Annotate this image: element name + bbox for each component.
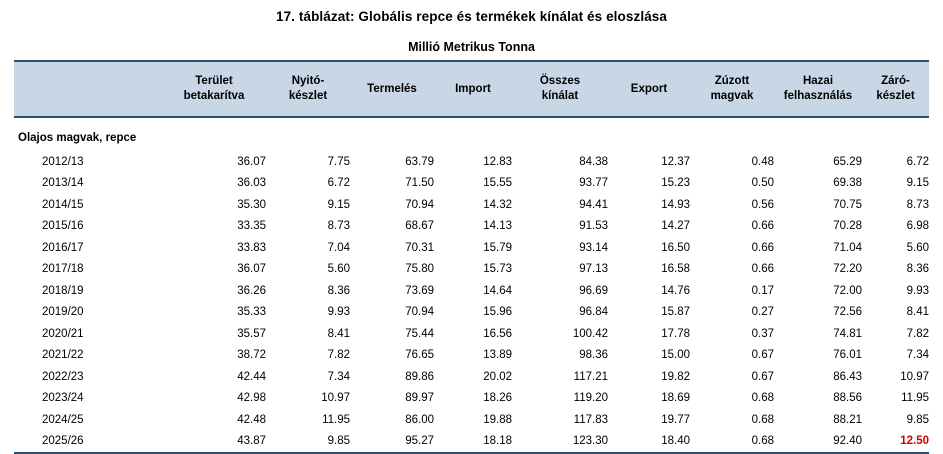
cell-ending-stocks: 6.72 [906,155,929,168]
cell-exports: 17.78 [661,327,690,340]
cell-beginning-stocks: 7.34 [327,370,350,383]
cell-total-supply: 84.38 [579,155,608,168]
cell-domestic-use: 88.21 [833,413,862,426]
row-year: 2014/15 [42,198,84,211]
cell-area-harvested: 35.30 [237,198,266,211]
column-header-production [350,61,434,117]
column-header-domestic-use-line2: felhasználás [783,90,853,102]
units-subtitle: Millió Metrikus Tonna [408,40,535,54]
column-header-ending-stocks [862,61,929,117]
cell-beginning-stocks: 9.93 [327,306,350,319]
cell-area-harvested: 38.72 [237,349,266,362]
cell-domestic-use: 72.00 [833,284,862,297]
row-year: 2012/13 [42,155,84,168]
cell-imports: 15.79 [483,241,512,254]
cell-domestic-use: 70.28 [833,220,862,233]
table-row [14,194,929,216]
cell-beginning-stocks: 10.97 [321,392,350,405]
cell-crush: 0.66 [751,263,774,276]
cell-production: 70.94 [405,306,434,319]
cell-area-harvested: 43.87 [237,435,266,448]
cell-beginning-stocks: 6.72 [327,177,350,190]
cell-exports: 14.76 [661,284,690,297]
cell-domestic-use: 88.56 [833,392,862,405]
table-row [14,323,929,345]
cell-domestic-use: 65.29 [833,155,862,168]
column-header-ending-stocks-line2: készlet [876,90,915,102]
cell-area-harvested: 36.07 [237,263,266,276]
cell-exports: 19.77 [661,413,690,426]
cell-imports: 15.96 [483,306,512,319]
cell-crush: 0.50 [751,177,774,190]
row-year: 2024/25 [42,413,84,426]
row-year: 2015/16 [42,220,84,233]
cell-total-supply: 97.13 [579,263,608,276]
cell-beginning-stocks: 9.15 [327,198,350,211]
cell-production: 68.67 [405,220,434,233]
cell-exports: 14.27 [661,220,690,233]
column-header-total-supply-line2: kínálat [541,90,579,102]
cell-imports: 15.73 [483,263,512,276]
column-header-imports-line1: Import [455,82,491,95]
supply-distribution-table [14,60,929,452]
cell-exports: 18.40 [661,435,690,448]
cell-exports: 18.69 [661,392,690,405]
row-year: 2021/22 [42,349,84,362]
cell-domestic-use: 86.43 [833,370,862,383]
cell-crush: 0.37 [751,327,774,340]
cell-beginning-stocks: 8.41 [327,327,350,340]
cell-total-supply: 91.53 [579,220,608,233]
cell-total-supply: 94.41 [579,198,608,211]
cell-total-supply: 96.84 [579,306,608,319]
table-row [14,280,929,302]
cell-beginning-stocks: 7.04 [327,241,350,254]
column-header-area-harvested-line2: betakarítva [183,90,245,102]
cell-domestic-use: 69.38 [833,177,862,190]
cell-total-supply: 123.30 [572,435,608,448]
cell-beginning-stocks: 8.36 [327,284,350,297]
cell-crush: 0.67 [751,349,774,362]
cell-production: 86.00 [405,413,434,426]
column-header-beginning-stocks [266,61,350,117]
cell-production: 73.69 [405,284,434,297]
cell-beginning-stocks: 8.73 [327,220,350,233]
cell-crush: 0.68 [751,392,774,405]
cell-production: 75.44 [405,327,434,340]
table-row [14,366,929,388]
column-header-production-line1: Termelés [367,82,417,95]
table-row [14,151,929,173]
cell-crush: 0.48 [751,155,774,168]
cell-area-harvested: 42.98 [237,392,266,405]
cell-imports: 14.64 [483,284,512,297]
cell-production: 89.86 [405,370,434,383]
cell-production: 71.50 [405,177,434,190]
header-row [14,61,929,117]
table-header [14,61,929,117]
cell-domestic-use: 70.75 [833,198,862,211]
cell-beginning-stocks: 7.75 [327,155,350,168]
cell-crush: 0.68 [751,435,774,448]
cell-imports: 18.26 [483,392,512,405]
row-year: 2018/19 [42,284,84,297]
table-row [14,409,929,431]
cell-production: 76.65 [405,349,434,362]
column-header-exports [608,61,690,117]
cell-exports: 15.87 [661,306,690,319]
cell-ending-stocks: 9.15 [906,177,929,190]
cell-production: 89.97 [405,392,434,405]
table-row [14,259,929,281]
row-year: 2020/21 [42,327,84,340]
cell-total-supply: 117.21 [573,370,608,383]
cell-ending-stocks: 12.50 [900,435,929,448]
cell-beginning-stocks: 5.60 [327,263,350,276]
cell-area-harvested: 33.35 [237,220,266,233]
cell-total-supply: 93.77 [579,177,608,190]
cell-total-supply: 100.42 [572,327,608,340]
cell-ending-stocks: 8.36 [906,263,929,276]
cell-domestic-use: 92.40 [833,435,862,448]
column-header-beginning-stocks-line1: Nyitó- [291,75,325,87]
cell-ending-stocks: 10.97 [900,370,929,383]
cell-domestic-use: 71.04 [833,241,862,254]
cell-crush: 0.68 [751,413,774,426]
page-title: 17. táblázat: Globális repce és termékek kínálat és eloszlása [275,9,668,24]
cell-imports: 12.83 [483,155,512,168]
table-row [14,173,929,195]
cell-exports: 14.93 [661,198,690,211]
cell-domestic-use: 72.20 [833,263,862,276]
column-header-area-harvested-line1: Terület [195,75,233,87]
row-year: 2025/26 [42,435,84,448]
cell-crush: 0.67 [751,370,774,383]
table-row [14,302,929,324]
cell-area-harvested: 33.83 [237,241,266,254]
cell-domestic-use: 72.56 [833,306,862,319]
cell-domestic-use: 76.01 [833,349,862,362]
cell-crush: 0.17 [751,284,774,297]
cell-production: 63.79 [405,155,434,168]
column-header-crush-line2: magvak [710,90,754,102]
row-year: 2023/24 [42,392,84,405]
cell-beginning-stocks: 7.82 [327,349,350,362]
column-header-domestic-use [774,61,862,117]
table-row [14,388,929,410]
row-year: 2022/23 [42,370,84,383]
cell-ending-stocks: 8.41 [906,306,929,319]
group-row [14,117,929,151]
cell-total-supply: 93.14 [579,241,608,254]
column-header-total-supply [512,61,608,117]
cell-imports: 16.56 [483,327,512,340]
cell-area-harvested: 36.26 [237,284,266,297]
cell-domestic-use: 74.81 [833,327,862,340]
table-row [14,345,929,367]
group-label: Olajos magvak, repce [18,132,137,144]
cell-exports: 15.00 [661,349,690,362]
cell-imports: 14.13 [483,220,512,233]
cell-area-harvested: 35.33 [237,306,266,319]
row-year: 2013/14 [42,177,84,190]
cell-imports: 14.32 [483,198,512,211]
cell-imports: 19.88 [483,413,512,426]
column-header-area-harvested [162,61,266,117]
cell-area-harvested: 42.48 [237,413,266,426]
cell-crush: 0.66 [751,241,774,254]
cell-ending-stocks: 9.85 [906,413,929,426]
cell-ending-stocks: 6.98 [906,220,929,233]
cell-crush: 0.66 [751,220,774,233]
column-header-domestic-use-line1: Hazai [802,75,834,87]
row-year: 2017/18 [42,263,84,276]
cell-ending-stocks: 8.73 [906,198,929,211]
cell-imports: 20.02 [483,370,512,383]
table-row [14,431,929,453]
column-header-beginning-stocks-line2: készlet [288,90,328,102]
cell-exports: 19.82 [661,370,690,383]
cell-imports: 18.18 [483,435,512,448]
cell-area-harvested: 36.03 [237,177,266,190]
cell-crush: 0.27 [751,306,774,319]
column-header-blank [14,61,162,117]
column-header-exports-line1: Export [630,82,668,95]
cell-beginning-stocks: 9.85 [327,435,350,448]
cell-area-harvested: 35.57 [237,327,266,340]
cell-exports: 15.23 [661,177,690,190]
cell-production: 70.94 [405,198,434,211]
cell-total-supply: 117.83 [573,413,608,426]
table-row [14,216,929,238]
cell-exports: 16.50 [661,241,690,254]
cell-total-supply: 98.36 [579,349,608,362]
cell-ending-stocks: 11.95 [901,392,929,405]
row-year: 2019/20 [42,306,84,319]
cell-ending-stocks: 7.34 [906,349,929,362]
table-body [14,117,929,452]
column-header-crush [690,61,774,117]
cell-ending-stocks: 7.82 [906,327,929,340]
column-header-ending-stocks-line1: Záró- [881,75,910,87]
cell-ending-stocks: 5.60 [906,241,929,254]
row-year: 2016/17 [42,241,84,254]
cell-beginning-stocks: 11.95 [322,413,350,426]
cell-production: 70.31 [405,241,434,254]
cell-ending-stocks: 9.93 [906,284,929,297]
cell-area-harvested: 42.44 [237,370,266,383]
cell-crush: 0.56 [751,198,774,211]
table-row [14,237,929,259]
cell-imports: 13.89 [483,349,512,362]
cell-exports: 12.37 [661,155,690,168]
cell-total-supply: 119.20 [573,392,608,405]
column-header-crush-line1: Zúzott [714,75,750,87]
cell-production: 95.27 [405,435,434,448]
cell-imports: 15.55 [483,177,512,190]
cell-total-supply: 96.69 [579,284,608,297]
column-header-imports [434,61,512,117]
cell-exports: 16.58 [661,263,690,276]
cell-production: 75.80 [405,263,434,276]
cell-area-harvested: 36.07 [237,155,266,168]
column-header-total-supply-line1: Összes [539,75,581,87]
